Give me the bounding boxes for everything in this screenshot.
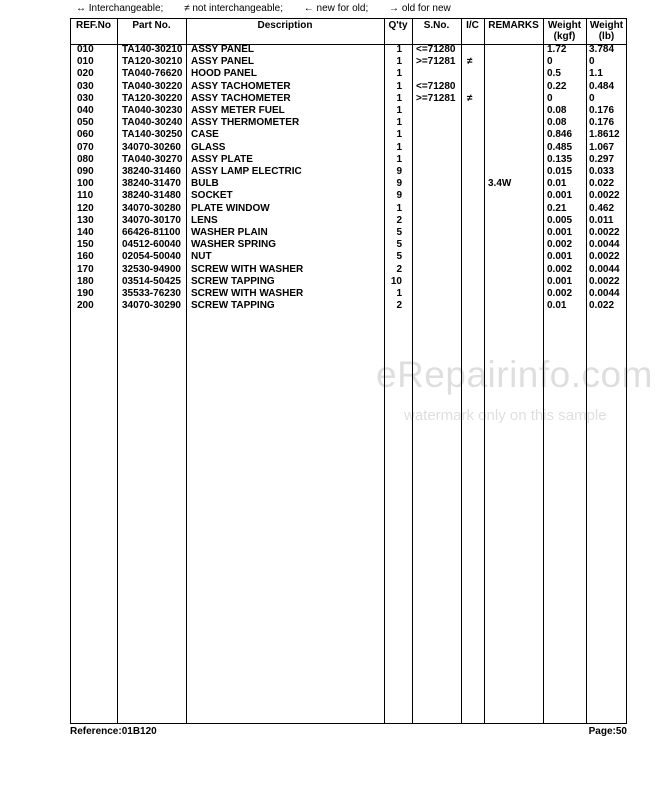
cell-description: ASSY TACHOMETER <box>191 80 291 92</box>
cell-qty: 1 <box>396 68 402 80</box>
header-weight-lb <box>586 20 627 42</box>
cell-weight-lb: 0.0044 <box>589 288 620 299</box>
table-row <box>70 251 627 263</box>
cell-description: SOCKET <box>191 190 233 202</box>
cell-weight-kgf: 0.01 <box>547 300 567 312</box>
table-row <box>70 215 627 227</box>
cell-qty: 5 <box>396 227 402 238</box>
table-row <box>70 166 627 178</box>
cell-qty: 9 <box>396 178 402 190</box>
cell-weight-kgf: 0.001 <box>547 227 573 238</box>
cell-weight-lb: 0.176 <box>589 117 615 129</box>
cell-part-no: 66426-81100 <box>122 227 181 238</box>
cell-remarks: 3.4W <box>488 178 512 190</box>
cell-ref: 200 <box>77 300 94 312</box>
cell-ref: 160 <box>77 251 94 263</box>
cell-description: BULB <box>191 178 219 190</box>
header-weight-kgf <box>543 20 586 42</box>
legend-new-for-old <box>304 3 377 14</box>
table-row <box>70 44 627 56</box>
cell-sno: >=71281 <box>416 56 456 68</box>
cell-weight-lb: 3.784 <box>589 44 615 55</box>
cell-qty: 1 <box>396 141 402 153</box>
cell-weight-lb: 1.067 <box>589 141 615 153</box>
cell-ref: 050 <box>77 117 94 129</box>
cell-weight-lb: 0.297 <box>589 153 615 165</box>
cell-weight-lb: 0.176 <box>589 105 615 116</box>
cell-weight-kgf: 0.002 <box>547 239 573 251</box>
cell-description: WASHER PLAIN <box>191 227 268 238</box>
header-weight-kgf-line2: (kgf) <box>553 31 576 42</box>
cell-qty: 1 <box>396 202 402 214</box>
table-row <box>70 129 627 141</box>
header-weight-lb-line2: (lb) <box>598 31 615 42</box>
table-row <box>70 117 627 129</box>
legend-label: old for new <box>401 3 451 14</box>
table-row <box>70 203 627 215</box>
table-row <box>70 68 627 80</box>
legend-label: Interchangeable; <box>88 3 164 14</box>
cell-ref: 010 <box>77 56 94 68</box>
cell-weight-lb: 0.484 <box>589 80 615 92</box>
cell-description: ASSY THERMOMETER <box>191 117 300 129</box>
table-row <box>70 105 627 117</box>
cell-ref: 140 <box>77 227 94 238</box>
header-remarks: REMARKS <box>488 20 539 31</box>
cell-ref: 020 <box>77 68 94 80</box>
cell-part-no: TA040-30240 <box>122 117 183 129</box>
cell-qty: 5 <box>396 251 402 263</box>
cell-qty: 1 <box>396 92 402 104</box>
cell-description: SCREW TAPPING <box>191 300 275 312</box>
cell-weight-lb: 0.0022 <box>589 190 620 202</box>
cell-ref: 070 <box>77 141 94 153</box>
cell-weight-kgf: 0.001 <box>547 251 573 263</box>
table-row <box>70 81 627 93</box>
cell-ref: 030 <box>77 92 94 104</box>
interchangeable-icon: ↔ <box>76 3 86 14</box>
cell-description: HOOD PANEL <box>191 68 257 80</box>
cell-weight-kgf: 0.002 <box>547 263 573 275</box>
legend-label: not interchangeable; <box>192 3 283 14</box>
cell-qty: 5 <box>396 239 402 251</box>
cell-ref: 170 <box>77 263 94 275</box>
cell-part-no: TA040-30220 <box>122 80 183 92</box>
cell-ref: 190 <box>77 288 94 299</box>
cell-ic: ≠ <box>467 92 473 104</box>
watermark-site: eRepairinfo.com <box>376 354 653 395</box>
cell-part-no: 02054-50040 <box>122 251 181 263</box>
cell-qty: 2 <box>396 263 402 275</box>
cell-part-no: 03514-50425 <box>122 275 181 287</box>
cell-weight-kgf: 0.21 <box>547 202 567 214</box>
cell-description: SCREW TAPPING <box>191 275 275 287</box>
header-qty: Q'ty <box>388 20 408 31</box>
cell-ref: 100 <box>77 178 94 190</box>
cell-weight-lb: 0.0022 <box>589 227 620 238</box>
cell-description: ASSY PANEL <box>191 56 254 68</box>
cell-part-no: 34070-30280 <box>122 202 181 214</box>
cell-qty: 2 <box>396 300 402 312</box>
cell-weight-lb: 0.022 <box>589 178 615 190</box>
cell-description: LENS <box>191 214 218 226</box>
cell-sno: <=71280 <box>416 44 456 55</box>
cell-qty: 9 <box>396 166 402 177</box>
cell-ref: 080 <box>77 153 94 165</box>
cell-ref: 090 <box>77 166 94 177</box>
cell-weight-kgf: 0 <box>547 56 553 68</box>
cell-weight-lb: 0.0044 <box>589 263 620 275</box>
cell-weight-lb: 0 <box>589 56 595 68</box>
cell-weight-kgf: 0.08 <box>547 105 567 116</box>
table-row <box>70 300 627 312</box>
cell-weight-lb: 1.1 <box>589 68 603 80</box>
cell-qty: 10 <box>390 275 402 287</box>
cell-ref: 110 <box>77 190 94 202</box>
table-row <box>70 227 627 239</box>
table-row <box>70 93 627 105</box>
cell-weight-kgf: 0.001 <box>547 275 573 287</box>
footer-reference: Reference:01B120 <box>70 726 157 737</box>
cell-weight-kgf: 0.135 <box>547 153 573 165</box>
cell-part-no: TA040-76620 <box>122 68 183 80</box>
cell-weight-kgf: 0.08 <box>547 117 567 129</box>
table-row <box>70 239 627 251</box>
cell-weight-kgf: 0.5 <box>547 68 561 80</box>
cell-weight-lb: 0.0044 <box>589 239 620 251</box>
cell-ref: 010 <box>77 44 94 55</box>
table-row <box>70 154 627 166</box>
header-weight-kgf-line1: Weight <box>547 20 582 31</box>
cell-description: NUT <box>191 251 212 263</box>
cell-description: ASSY PLATE <box>191 153 253 165</box>
cell-description: SCREW WITH WASHER <box>191 263 304 275</box>
cell-ref: 130 <box>77 214 94 226</box>
cell-weight-lb: 0.0022 <box>589 251 620 263</box>
cell-weight-lb: 0 <box>589 92 595 104</box>
header-sno: S.No. <box>423 20 450 31</box>
cell-part-no: TA040-30270 <box>122 153 183 165</box>
not-equal-icon: ≠ <box>184 3 190 14</box>
cell-part-no: 34070-30170 <box>122 214 181 226</box>
cell-ic: ≠ <box>467 56 473 68</box>
table-row <box>70 264 627 276</box>
cell-weight-kgf: 1.72 <box>547 44 567 55</box>
legend-old-for-new <box>389 3 460 14</box>
cell-description: SCREW WITH WASHER <box>191 288 304 299</box>
header-part-no: Part No. <box>132 20 171 31</box>
cell-description: ASSY METER FUEL <box>191 105 285 116</box>
cell-part-no: TA140-30250 <box>122 129 183 141</box>
legend-label: new for old; <box>316 3 369 14</box>
cell-part-no: 35533-76230 <box>122 288 181 299</box>
cell-sno: <=71280 <box>416 80 456 92</box>
cell-ref: 030 <box>77 80 94 92</box>
cell-ref: 060 <box>77 129 94 141</box>
cell-part-no: TA140-30210 <box>122 44 183 55</box>
cell-weight-kgf: 0.001 <box>547 190 573 202</box>
legend-not-interchangeable <box>184 3 292 14</box>
footer-page: Page:50 <box>588 726 627 737</box>
cell-weight-kgf: 0.015 <box>547 166 573 177</box>
cell-qty: 1 <box>396 153 402 165</box>
cell-weight-lb: 0.462 <box>589 202 615 214</box>
legend <box>76 3 469 14</box>
cell-part-no: 04512-60040 <box>122 239 181 251</box>
cell-weight-lb: 0.033 <box>589 166 615 177</box>
cell-qty: 1 <box>396 105 402 116</box>
cell-qty: 1 <box>396 56 402 68</box>
cell-sno: >=71281 <box>416 92 456 104</box>
cell-part-no: 38240-31480 <box>122 190 181 202</box>
cell-description: CASE <box>191 129 219 141</box>
cell-part-no: 34070-30260 <box>122 141 181 153</box>
cell-weight-kgf: 0.002 <box>547 288 573 299</box>
cell-part-no: 32530-94900 <box>122 263 181 275</box>
cell-ref: 150 <box>77 239 94 251</box>
cell-description: GLASS <box>191 141 226 153</box>
cell-part-no: 38240-31470 <box>122 178 181 190</box>
cell-ref: 120 <box>77 202 94 214</box>
cell-description: WASHER SPRING <box>191 239 277 251</box>
cell-weight-kgf: 0.01 <box>547 178 567 190</box>
cell-weight-kgf: 0.22 <box>547 80 567 92</box>
watermark-note: watermark only on this sample <box>404 407 607 424</box>
cell-part-no: TA120-30210 <box>122 56 183 68</box>
cell-qty: 1 <box>396 80 402 92</box>
cell-weight-kgf: 0.485 <box>547 141 573 153</box>
cell-part-no: 38240-31460 <box>122 166 181 177</box>
cell-qty: 1 <box>396 288 402 299</box>
arrow-left-icon: ← <box>303 3 314 14</box>
cell-part-no: TA120-30220 <box>122 92 183 104</box>
cell-qty: 1 <box>396 129 402 141</box>
cell-qty: 2 <box>396 214 402 226</box>
cell-ref: 040 <box>77 105 94 116</box>
table-row <box>70 178 627 190</box>
table-row <box>70 276 627 288</box>
cell-description: ASSY LAMP ELECTRIC <box>191 166 302 177</box>
cell-weight-lb: 0.0022 <box>589 275 620 287</box>
legend-interchangeable <box>76 3 172 14</box>
table-row <box>70 142 627 154</box>
cell-weight-lb: 0.011 <box>589 214 614 226</box>
cell-ref: 180 <box>77 275 94 287</box>
cell-qty: 9 <box>396 190 402 202</box>
cell-qty: 1 <box>396 44 402 55</box>
header-ic: I/C <box>466 20 479 31</box>
cell-description: PLATE WINDOW <box>191 202 270 214</box>
cell-weight-kgf: 0.846 <box>547 129 573 141</box>
cell-weight-kgf: 0 <box>547 92 553 104</box>
arrow-right-icon: → <box>389 3 400 14</box>
table-row <box>70 56 627 68</box>
table-row <box>70 288 627 300</box>
header-ref: REF.No <box>76 20 111 31</box>
cell-weight-kgf: 0.005 <box>547 214 573 226</box>
cell-description: ASSY TACHOMETER <box>191 92 291 104</box>
cell-description: ASSY PANEL <box>191 44 254 55</box>
cell-weight-lb: 0.022 <box>589 300 615 312</box>
cell-weight-lb: 1.8612 <box>589 129 620 141</box>
header-description: Description <box>257 20 313 31</box>
cell-part-no: 34070-30290 <box>122 300 181 312</box>
cell-qty: 1 <box>396 117 402 129</box>
table-row <box>70 190 627 202</box>
cell-part-no: TA040-30230 <box>122 105 183 116</box>
header-weight-lb-line1: Weight <box>589 20 624 31</box>
